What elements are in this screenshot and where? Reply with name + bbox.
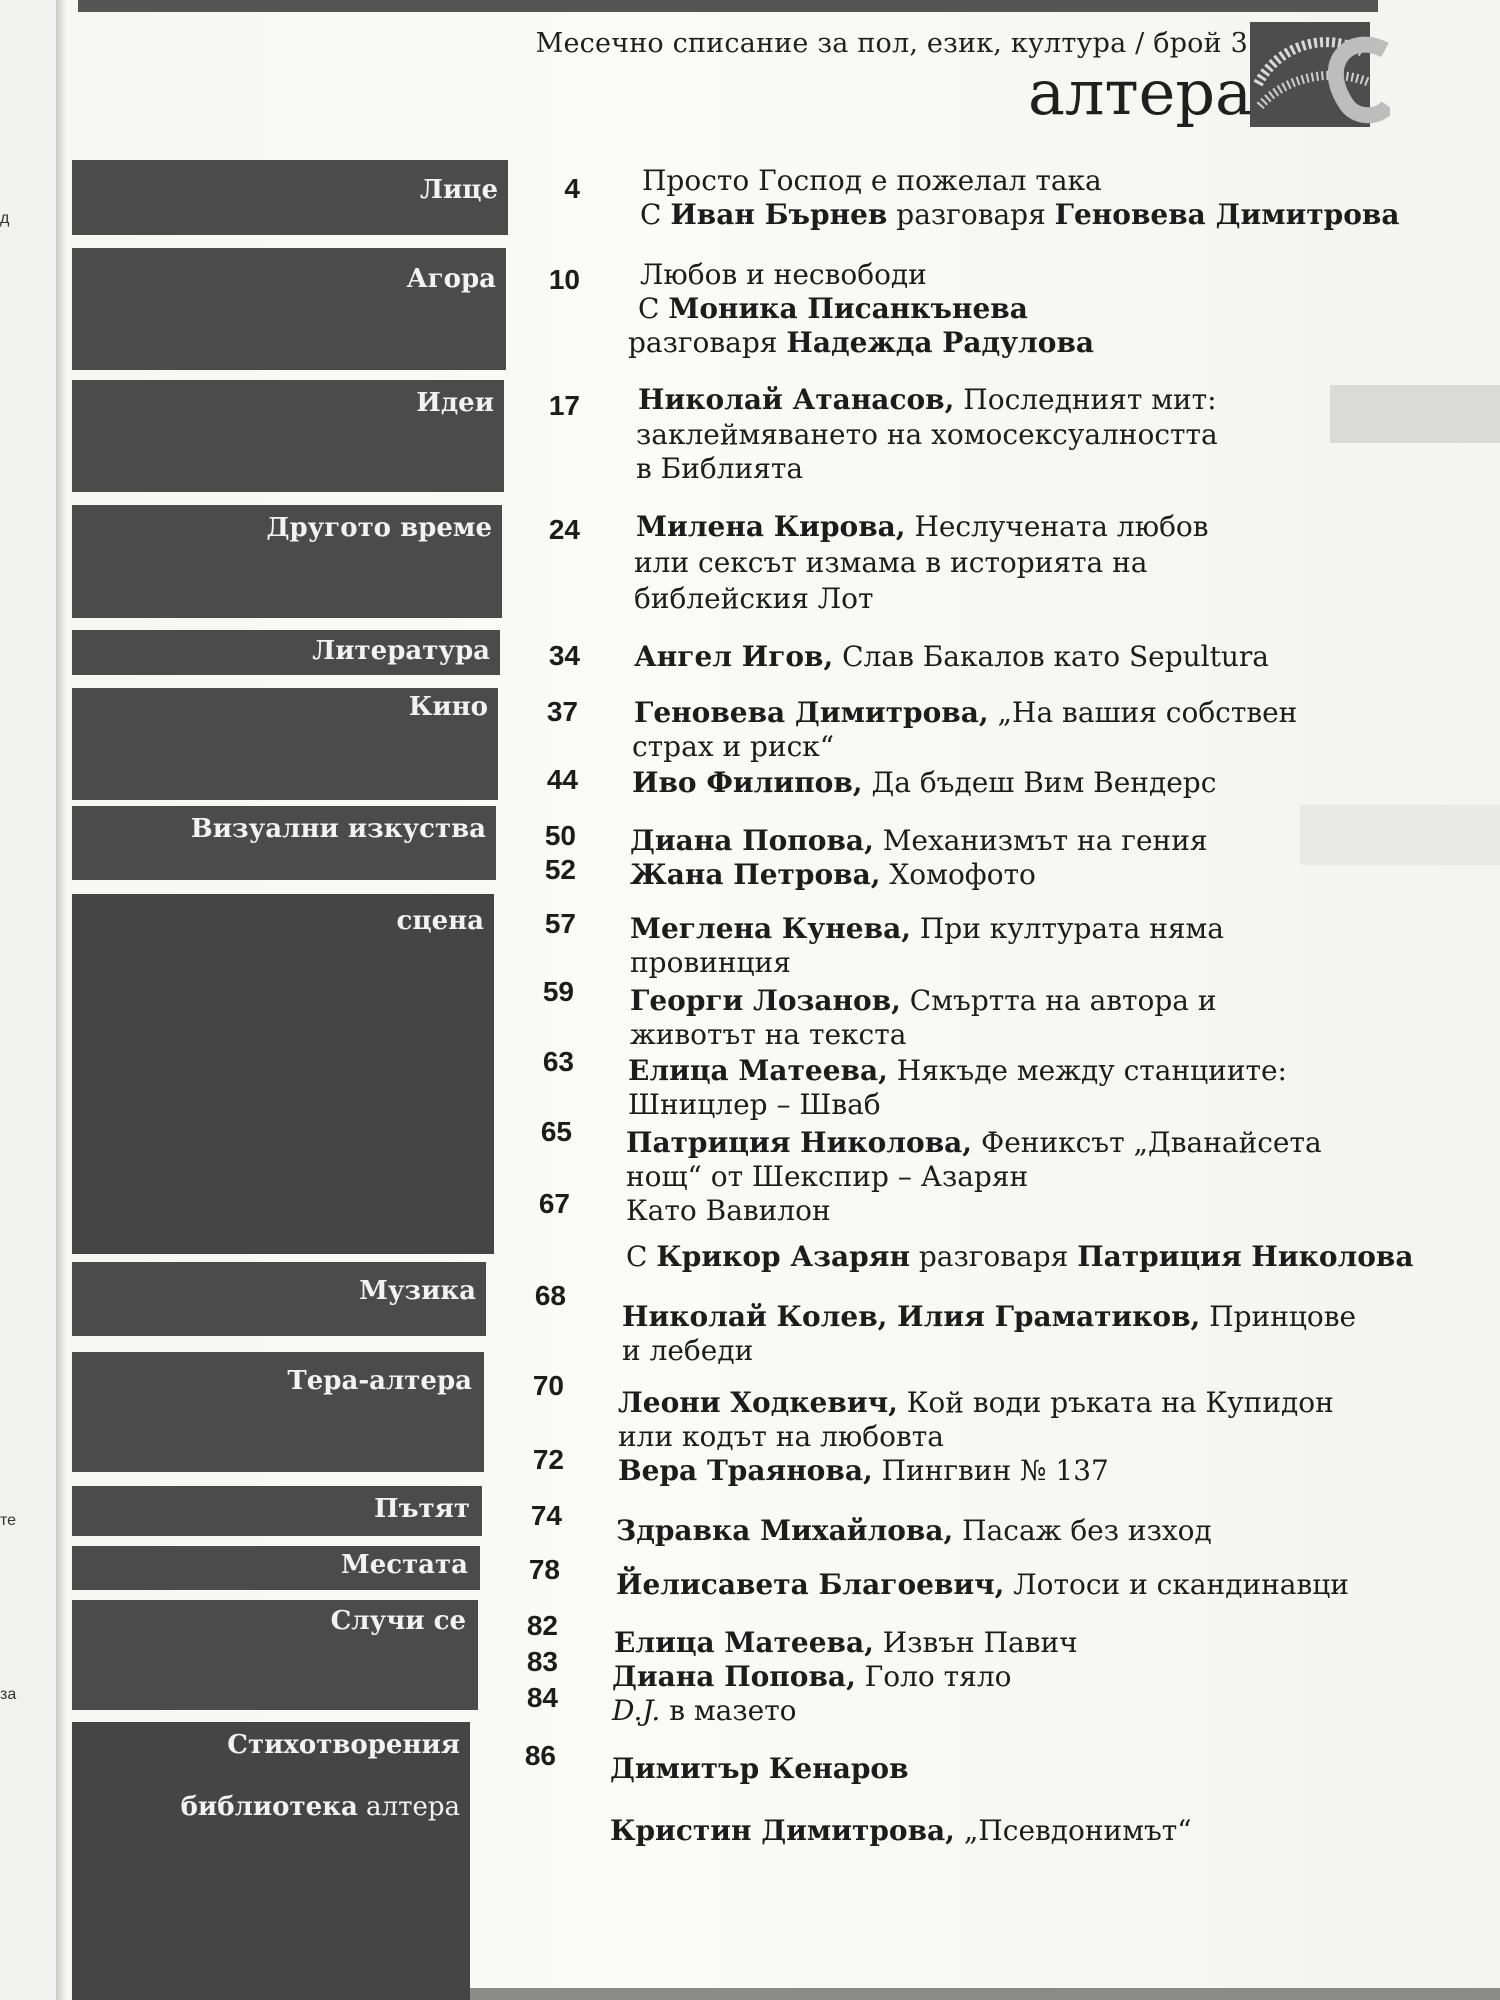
- page-number: 86: [524, 1740, 556, 1771]
- section-bar-other-time: [72, 505, 502, 618]
- show-through-bar: [1330, 385, 1500, 443]
- entry: Елица Матеева, Извън Павич: [614, 1626, 1078, 1659]
- entry: Вера Траянова, Пингвин № 137: [618, 1454, 1109, 1487]
- page-number: 67: [538, 1188, 570, 1219]
- page-number: 44: [546, 764, 578, 795]
- section-bar-stage: [72, 894, 494, 1254]
- section-bar-places: [72, 1546, 480, 1590]
- section-bar-happened: [72, 1600, 478, 1710]
- section-bar-poems: [72, 1722, 470, 2000]
- section-label: Случи се: [330, 1606, 466, 1636]
- page-number: 82: [526, 1610, 558, 1641]
- section-bar-literature: [72, 630, 500, 675]
- logo-swirl-icon: [1250, 22, 1390, 132]
- entry: Меглена Кунева, При културата няма: [630, 912, 1224, 945]
- entry-title: библейския Лот: [634, 582, 874, 615]
- page-number: 37: [546, 696, 578, 727]
- section-label: Идеи: [416, 388, 494, 418]
- section-label: Агора: [406, 264, 496, 294]
- entry: Димитър Кенаров: [610, 1752, 909, 1785]
- entry: Диана Попова, Голо тяло: [612, 1660, 1012, 1693]
- entry: Жана Петрова, Хомофото: [630, 858, 1036, 891]
- section-label: Местата: [340, 1550, 468, 1580]
- entry-credit: разговаря Надежда Радулова: [628, 326, 1095, 359]
- page-edge: [56, 0, 66, 2000]
- entry: Патриция Николова, Фениксът „Дванайсета: [626, 1126, 1322, 1159]
- page-number: 34: [548, 640, 580, 671]
- entry: D.J. в мазето: [612, 1694, 797, 1727]
- page-number: 24: [548, 514, 580, 545]
- entry: Милена Кирова, Неслучената любов: [636, 510, 1209, 543]
- entry-title: Просто Господ е пожелал така: [642, 164, 1102, 197]
- page-number: 74: [530, 1500, 562, 1531]
- page-number: 78: [528, 1554, 560, 1585]
- entry-title: провинция: [630, 946, 791, 979]
- section-bar-agora: [72, 248, 506, 370]
- entry: Николай Атанасов, Последният мит:: [638, 383, 1217, 416]
- section-label: Стихотворения: [227, 1730, 460, 1760]
- page-number: 57: [544, 908, 576, 939]
- entry-title: Шницлер – Шваб: [628, 1088, 881, 1121]
- page-number: 4: [564, 173, 580, 204]
- page-number: 59: [542, 976, 574, 1007]
- entry: Геновева Димитрова, „На вашия собствен: [634, 696, 1298, 729]
- page-number: 65: [540, 1116, 572, 1147]
- entry-title: страх и риск“: [632, 730, 835, 763]
- entry-title: Любов и несвободи: [640, 258, 927, 291]
- section-label: Пътят: [374, 1494, 470, 1524]
- section-label: Литература: [312, 636, 490, 666]
- section-label: библиотека алтера: [180, 1792, 460, 1822]
- entry: Ангел Игов, Слав Бакалов като Sepultura: [634, 640, 1269, 673]
- section-label: сцена: [396, 906, 484, 936]
- page-number: 52: [544, 854, 576, 885]
- section-label: Визуални изкуства: [190, 814, 486, 844]
- entry: Николай Колев, Илия Граматиков, Принцове: [622, 1300, 1357, 1333]
- section-bar-tera-altera: [72, 1352, 484, 1472]
- entry: Здравка Михайлова, Пасаж без изход: [616, 1514, 1212, 1547]
- margin-fragment: те: [0, 1512, 17, 1529]
- section-bar-visual-arts: [72, 806, 496, 880]
- entry: Йелисавета Благоевич, Лотоси и скандинавци: [616, 1568, 1349, 1601]
- page-number: 72: [532, 1444, 564, 1475]
- entry-title: в Библията: [636, 452, 804, 485]
- section-label: Кино: [408, 692, 488, 722]
- page-number: 70: [532, 1370, 564, 1401]
- page-number: 63: [542, 1046, 574, 1077]
- entry-title: нощ“ от Шекспир – Азарян: [626, 1160, 1029, 1193]
- section-bar-road: [72, 1486, 482, 1536]
- page-number: 68: [534, 1280, 566, 1311]
- section-label: Музика: [359, 1276, 476, 1306]
- margin-fragment: д: [0, 210, 10, 227]
- entry: Диана Попова, Механизмът на гения: [630, 824, 1208, 857]
- entry-credit: С Иван Бърнев разговаря Геновева Димитрова: [640, 198, 1400, 231]
- entry-title: заклеймяването на хомосексуалността: [636, 418, 1218, 451]
- section-label: Лице: [419, 175, 498, 205]
- entry-title: или сексът измама в историята на: [634, 546, 1148, 579]
- entry-title: Като Вавилон: [626, 1194, 831, 1227]
- entry: Кристин Димитрова, „Псевдонимът“: [610, 1814, 1192, 1847]
- entry-title: или кодът на любовта: [618, 1420, 944, 1453]
- entry: Елица Матеева, Някъде между станциите:: [628, 1054, 1287, 1087]
- bottom-strip: [460, 1988, 1500, 2000]
- section-bar-face: [72, 160, 508, 235]
- section-bar-cinema: [72, 688, 498, 800]
- entry: Георги Лозанов, Смъртта на автора и: [630, 984, 1217, 1017]
- section-bar-ideas: [72, 380, 504, 492]
- margin-fragment: за: [0, 1686, 17, 1703]
- section-label: Другото време: [266, 513, 492, 543]
- entry-title: животът на текста: [630, 1018, 907, 1051]
- page-number: 10: [548, 264, 580, 295]
- entry-credit: С Моника Писанкънева: [638, 292, 1028, 325]
- entry: Леони Ходкевич, Кой води ръката на Купидон: [618, 1386, 1334, 1419]
- show-through-bar: [1300, 805, 1500, 865]
- magazine-title: алтера: [1028, 56, 1252, 129]
- page-number: 17: [548, 390, 580, 421]
- page-number: 84: [526, 1682, 558, 1713]
- magazine-subtitle: Месечно списание за пол, език, култура / брой 3: [535, 28, 1248, 59]
- top-strip: [78, 0, 1378, 12]
- page-number: 83: [526, 1646, 558, 1677]
- entry: Иво Филипов, Да бъдеш Вим Вендерс: [632, 766, 1217, 799]
- entry-title: и лебеди: [622, 1334, 754, 1367]
- entry-credit: С Крикор Азарян разговаря Патриция Николова: [626, 1240, 1414, 1273]
- section-label: Тера-алтера: [287, 1366, 472, 1396]
- section-bar-music: [72, 1262, 486, 1336]
- page-number: 50: [544, 820, 576, 851]
